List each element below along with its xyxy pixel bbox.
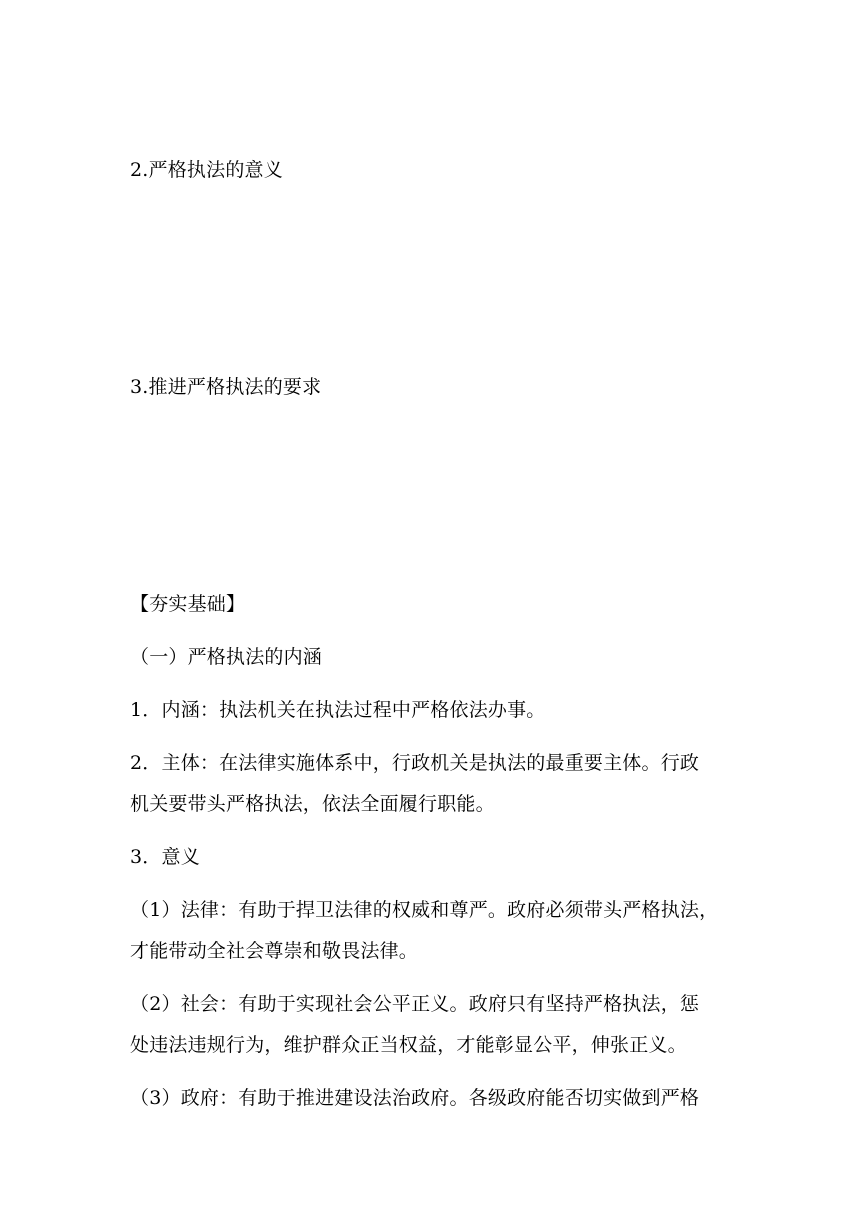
- paragraph-law-line2: 才能带动全社会尊崇和敬畏法律。: [130, 940, 419, 962]
- paragraph-subject-line2: 机关要带头严格执法，依法全面履行职能。: [130, 793, 495, 815]
- paragraph-subject-line1: 2．主体：在法律实施体系中，行政机关是执法的最重要主体。行政: [130, 752, 700, 774]
- paragraph-government-line1: （3）政府：有助于推进建设法治政府。各级政府能否切实做到严格: [130, 1087, 700, 1109]
- section-heading-significance: 2.严格执法的意义: [130, 159, 283, 181]
- paragraph-significance-label: 3．意义: [130, 846, 200, 868]
- section-heading-requirements: 3.推进严格执法的要求: [130, 376, 322, 398]
- paragraph-society-line1: （2）社会：有助于实现社会公平正义。政府只有坚持严格执法，惩: [130, 993, 700, 1015]
- paragraph-connotation: 1．内涵：执法机关在执法过程中严格依法办事。: [130, 699, 546, 721]
- foundation-heading: 【夯实基础】: [130, 593, 246, 615]
- paragraph-society-line2: 处违法违规行为，维护群众正当权益，才能彰显公平，伸张正义。: [130, 1034, 687, 1056]
- paragraph-law-line1: （1）法律：有助于捍卫法律的权威和尊严。政府必须带头严格执法，: [130, 899, 719, 921]
- part-heading: （一）严格执法的内涵: [130, 646, 323, 668]
